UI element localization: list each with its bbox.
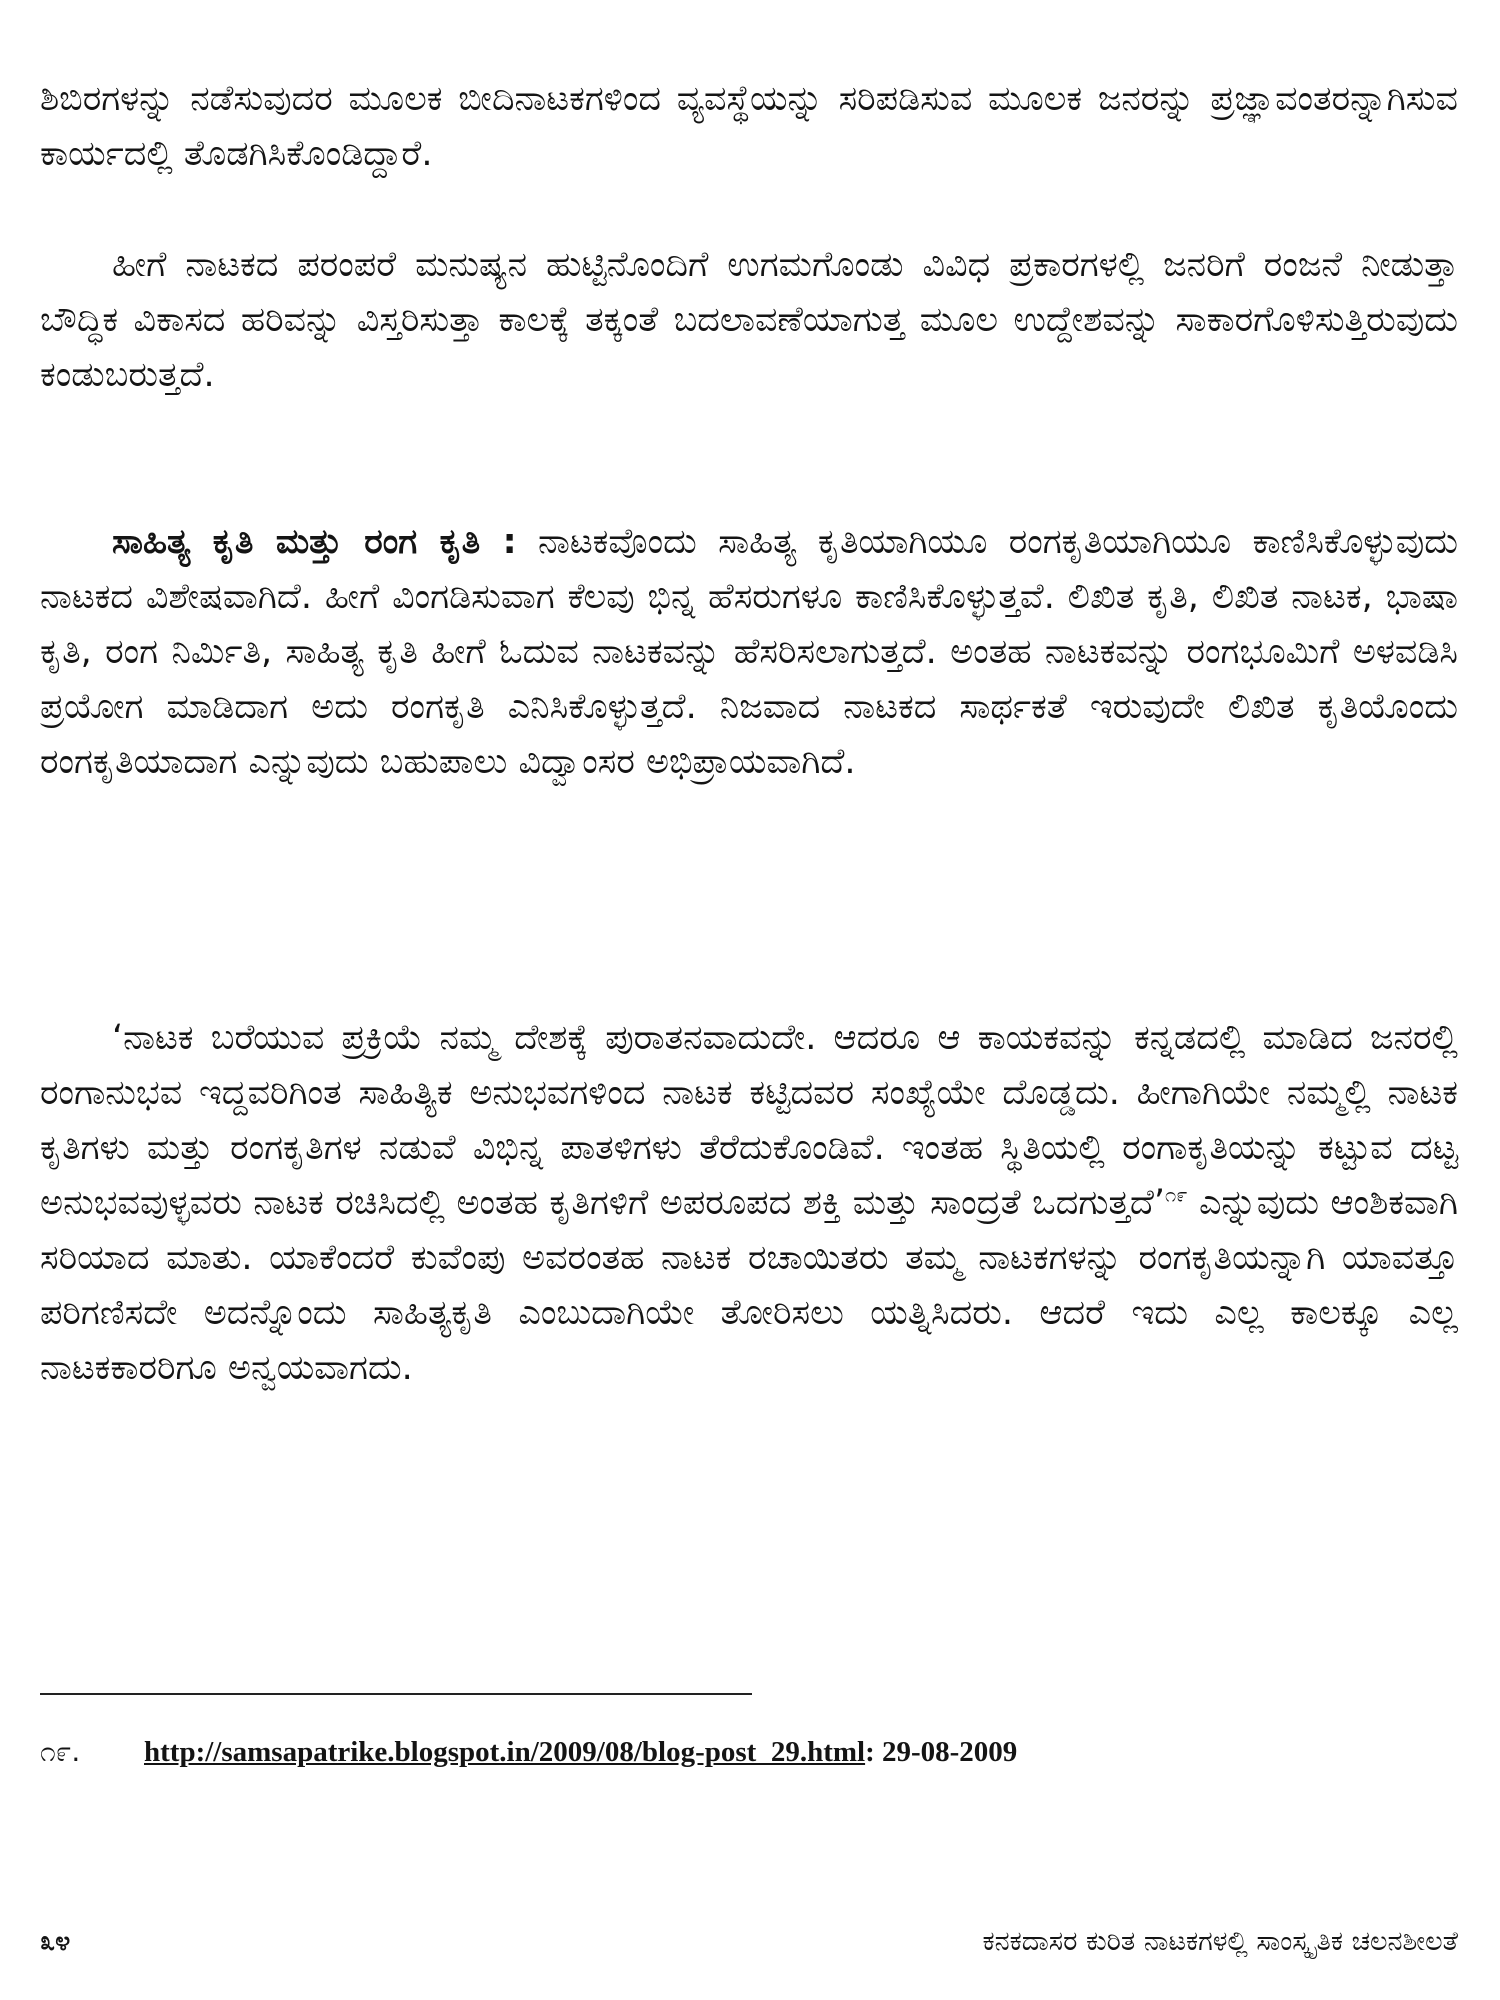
paragraph-4-continuation: ಎನ್ನುವುದು ಆಂಶಿಕವಾಗಿ ಸರಿಯಾದ ಮಾತು. ಯಾಕೆಂದರೆ ಕುವೆಂಪು ಅವರಂತಹ ನಾಟಕ ರಚಾಯಿತರು ತಮ್ಮ ನಾಟಕಗಳನ್ನು ರಂಗಕೃತಿಯನ್ನಾಗಿ ಯಾವತ್ತೂ ಪರಿಗಣಿಸದೇ ಅದನ್ನೊಂದು ಸಾಹಿತ್ಯಕೃತಿ ಎಂಬುದಾಗಿಯೇ ತೋರಿಸಲು ಯತ್ನಿಸಿದರು. ಆದರೆ ಇದು ಎಲ್ಲ ಕಾಲಕ್ಕೂ ಎಲ್ಲ ನಾಟಕಕಾರರಿಗೂ ಅನ್ವಯವಾಗದು.	[40, 1183, 1458, 1388]
running-footer-title: ಕನಕದಾಸರ ಕುರಿತ ನಾಟಕಗಳಲ್ಲಿ ಸಾಂಸ್ಕೃತಿಕ ಚಲನಶೀಲತೆ	[982, 1926, 1458, 1957]
quotation-text: ‘ನಾಟಕ ಬರೆಯುವ ಪ್ರಕ್ರಿಯೆ ನಮ್ಮ ದೇಶಕ್ಕೆ ಪುರಾತನವಾದುದೇ. ಆದರೂ ಆ ಕಾಯಕವನ್ನು ಕನ್ನಡದಲ್ಲಿ ಮಾಡಿದ ಜನರಲ್ಲಿ ರಂಗಾನುಭವ ಇದ್ದವರಿಗಿಂತ ಸಾಹಿತ್ಯಿಕ ಅನುಭವಗಳಿಂದ ನಾಟಕ ಕಟ್ಟಿದವರ ಸಂಖ್ಯೆಯೇ ದೊಡ್ಡದು. ಹೀಗಾಗಿಯೇ ನಮ್ಮಲ್ಲಿ ನಾಟಕ ಕೃತಿಗಳು ಮತ್ತು ರಂಗಕೃತಿಗಳ ನಡುವೆ ವಿಭಿನ್ನ ಪಾತಳಿಗಳು ತೆರೆದುಕೊಂಡಿವೆ. ಇಂತಹ ಸ್ಥಿತಿಯಲ್ಲಿ ರಂಗಾಕೃತಿಯನ್ನು ಕಟ್ಟುವ ದಟ್ಟ ಅನುಭವವುಳ್ಳವರು ನಾಟಕ ರಚಿಸಿದಲ್ಲಿ ಅಂತಹ ಕೃತಿಗಳಿಗೆ ಅಪರೂಪದ ಶಕ್ತಿ ಮತ್ತು ಸಾಂದ್ರತೆ ಒದಗುತ್ತದೆ’	[40, 1018, 1458, 1223]
section-heading: ಸಾಹಿತ್ಯ ಕೃತಿ ಮತ್ತು ರಂಗ ಕೃತಿ :	[112, 522, 517, 562]
footnote-date: : 29-08-2009	[865, 1736, 1018, 1768]
footnote-number: ೧೯.	[40, 1735, 81, 1768]
footnote	[40, 1732, 1470, 1772]
paragraph-3-body: ನಾಟಕವೊಂದು ಸಾಹಿತ್ಯ ಕೃತಿಯಾಗಿಯೂ ರಂಗಕೃತಿಯಾಗಿಯೂ ಕಾಣಿಸಿಕೊಳ್ಳುವುದು ನಾಟಕದ ವಿಶೇಷವಾಗಿದೆ. ಹೀಗೆ ವಿಂಗಡಿಸುವಾಗ ಕೆಲವು ಭಿನ್ನ ಹೆಸರುಗಳೂ ಕಾಣಿಸಿಕೊಳ್ಳುತ್ತವೆ. ಲಿಖಿತ ಕೃತಿ, ಲಿಖಿತ ನಾಟಕ, ಭಾಷಾ ಕೃತಿ, ರಂಗ ನಿರ್ಮಿತಿ, ಸಾಹಿತ್ಯ ಕೃತಿ ಹೀಗೆ ಓದುವ ನಾಟಕವನ್ನು ಹೆಸರಿಸಲಾಗುತ್ತದೆ. ಅಂತಹ ನಾಟಕವನ್ನು ರಂಗಭೂಮಿಗೆ ಅಳವಡಿಸಿ ಪ್ರಯೋಗ ಮಾಡಿದಾಗ ಅದು ರಂಗಕೃತಿ ಎನಿಸಿಕೊಳ್ಳುತ್ತದೆ. ನಿಜವಾದ ನಾಟಕದ ಸಾರ್ಥಕತೆ ಇರುವುದೇ ಲಿಖಿತ ಕೃತಿಯೊಂದು ರಂಗಕೃತಿಯಾದಾಗ ಎನ್ನುವುದು ಬಹುಪಾಲು ವಿದ್ವಾಂಸರ ಅಭಿಪ್ರಾಯವಾಗಿದೆ.	[40, 522, 1459, 782]
paragraph-4	[40, 1011, 1458, 1396]
page-number: ೩೪	[40, 1926, 71, 1957]
paragraph-3	[40, 515, 1458, 790]
footnote-separator	[40, 1693, 752, 1695]
paragraph-1: ಶಿಬಿರಗಳನ್ನು ನಡೆಸುವುದರ ಮೂಲಕ ಬೀದಿನಾಟಕಗಳಿಂದ ವ್ಯವಸ್ಥೆಯನ್ನು ಸರಿಪಡಿಸುವ ಮೂಲಕ ಜನರನ್ನು ಪ್ರಜ್ಞಾವಂತರನ್ನಾಗಿಸುವ ಕಾರ್ಯದಲ್ಲಿ ತೊಡಗಿಸಿಕೊಂಡಿದ್ದಾರೆ.	[40, 79, 1458, 174]
footnote-reference: ೧೯	[1165, 1182, 1188, 1207]
paragraph-2: ಹೀಗೆ ನಾಟಕದ ಪರಂಪರೆ ಮನುಷ್ಯನ ಹುಟ್ಟಿನೊಂದಿಗೆ ಉಗಮಗೊಂಡು ವಿವಿಧ ಪ್ರಕಾರಗಳಲ್ಲಿ ಜನರಿಗೆ ರಂಜನೆ ನೀಡುತ್ತಾ ಬೌದ್ಧಿಕ ವಿಕಾಸದ ಹರಿವನ್ನು ವಿಸ್ತರಿಸುತ್ತಾ ಕಾಲಕ್ಕೆ ತಕ್ಕಂತೆ ಬದಲಾವಣೆಯಾಗುತ್ತ ಮೂಲ ಉದ್ದೇಶವನ್ನು ಸಾಕಾರಗೊಳಿಸುತ್ತಿರುವುದು ಕಂಡುಬರುತ್ತದೆ.	[40, 245, 1458, 395]
footnote-link[interactable]: http://samsapatrike.blogspot.in/2009/08/blog-post_29.html	[144, 1736, 866, 1768]
